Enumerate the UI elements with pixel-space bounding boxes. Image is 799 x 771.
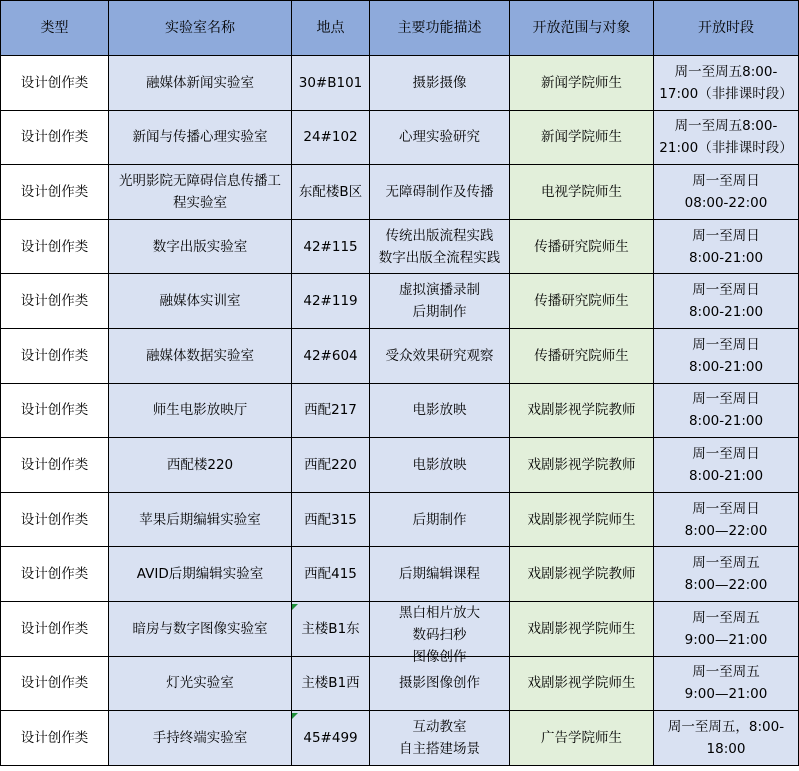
cell-content [111, 345, 289, 367]
cell-function[interactable] [370, 547, 510, 602]
cell-text-line: 8:00—22:00 [684, 577, 768, 594]
cell-text-line: 程实验室 [173, 194, 227, 211]
cell-text-line: 图像创作 [412, 649, 467, 666]
cell-hours[interactable] [654, 110, 799, 165]
cell-content [372, 602, 507, 666]
cell-text-line: 8:00-21:00 [688, 413, 764, 430]
cell-text-line: 18:00 [706, 740, 746, 757]
cell-lab-name[interactable] [109, 56, 292, 111]
cell-type[interactable]: 设计创作类 [1, 711, 109, 766]
cell-type[interactable]: 设计创作类 [1, 56, 109, 111]
cell-text-line: 自主搭建场景 [399, 740, 480, 757]
cell-function[interactable] [370, 219, 510, 274]
cell-location[interactable]: 东配楼B区 [292, 165, 370, 220]
cell-content [111, 290, 289, 312]
header-cell-function[interactable]: 主要功能描述 [370, 1, 510, 56]
cell-scope[interactable]: 戏剧影视学院教师 [510, 547, 654, 602]
cell-scope[interactable]: 电视学院师生 [510, 165, 654, 220]
cell-scope[interactable]: 戏剧影视学院教师 [510, 438, 654, 493]
cell-text-line: 互动教室 [412, 718, 467, 735]
cell-function[interactable] [370, 56, 510, 111]
cell-scope[interactable]: 传播研究院师生 [510, 219, 654, 274]
cell-content [372, 563, 507, 585]
cell-hours[interactable] [654, 438, 799, 493]
cell-text-line: 8:00-21:00 [688, 304, 764, 321]
cell-text-line: 灯光实验室 [166, 675, 234, 692]
cell-content [656, 388, 796, 432]
header-row [1, 1, 799, 56]
cell-hours[interactable] [654, 165, 799, 220]
cell-content [372, 509, 507, 531]
cell-function[interactable] [370, 328, 510, 383]
cell-text-line: 周一至周日 [692, 336, 760, 353]
cell-content [656, 170, 796, 214]
cell-lab-name[interactable] [109, 219, 292, 274]
cell-lab-name[interactable] [109, 274, 292, 329]
cell-function[interactable] [370, 165, 510, 220]
comment-indicator-icon [292, 604, 298, 610]
cell-content [372, 126, 507, 148]
cell-scope[interactable]: 戏剧影视学院师生 [510, 656, 654, 711]
cell-hours[interactable] [654, 383, 799, 438]
cell-text-line: 电影放映 [412, 402, 467, 419]
cell-type[interactable]: 设计创作类 [1, 328, 109, 383]
cell-content [111, 618, 289, 640]
comment-indicator-icon [292, 713, 298, 719]
cell-text-line: 后期编辑课程 [399, 566, 480, 583]
cell-content [372, 181, 507, 203]
cell-text-line: 周一至周五 [692, 664, 760, 681]
cell-content [111, 672, 289, 694]
table-row [1, 711, 799, 766]
cell-content [656, 716, 796, 760]
cell-text-line: 9:00—21:00 [684, 631, 768, 648]
cell-type[interactable]: 设计创作类 [1, 110, 109, 165]
cell-text-line: 电影放映 [412, 456, 467, 473]
cell-text-line: 数字出版实验室 [152, 238, 248, 255]
cell-content [111, 509, 289, 531]
cell-lab-name[interactable] [109, 492, 292, 547]
cell-text-line: AVID后期编辑实验室 [136, 566, 264, 583]
cell-lab-name[interactable] [109, 547, 292, 602]
cell-location[interactable]: 42#604 [292, 328, 370, 383]
header-cell-hours[interactable]: 开放时段 [654, 1, 799, 56]
cell-content [656, 279, 796, 323]
cell-text-line: 苹果后期编辑实验室 [139, 511, 261, 528]
table-row [1, 601, 799, 656]
cell-function[interactable] [370, 601, 510, 666]
header-cell-scope[interactable]: 开放范围与对象 [510, 1, 654, 56]
cell-text-line: 无障碍制作及传播 [385, 183, 494, 200]
cell-scope[interactable]: 传播研究院师生 [510, 274, 654, 329]
cell-text-line: 8:00-21:00 [688, 358, 764, 375]
cell-hours[interactable] [654, 219, 799, 274]
cell-hours[interactable] [654, 328, 799, 383]
cell-content [372, 72, 507, 94]
cell-text-line: 周一至周日 [692, 445, 760, 462]
cell-location[interactable]: 42#119 [292, 274, 370, 329]
cell-content [656, 607, 796, 651]
cell-type[interactable]: 设计创作类 [1, 219, 109, 274]
cell-content [656, 61, 796, 105]
cell-function[interactable] [370, 383, 510, 438]
cell-location[interactable]: 西配415 [292, 547, 370, 602]
table-row [1, 56, 799, 111]
cell-lab-name[interactable] [109, 601, 292, 656]
cell-text-line: 数码扫秒 [412, 627, 467, 644]
cell-content [656, 552, 796, 596]
cell-location[interactable]: 西配217 [292, 383, 370, 438]
cell-text-line: 新闻与传播心理实验室 [132, 129, 268, 146]
cell-text-line: 9:00—21:00 [684, 686, 768, 703]
cell-hours[interactable] [654, 711, 799, 766]
cell-lab-name[interactable] [109, 656, 292, 711]
cell-content [656, 334, 796, 378]
cell-scope[interactable]: 广告学院师生 [510, 711, 654, 766]
cell-lab-name[interactable] [109, 328, 292, 383]
cell-content [111, 236, 289, 258]
cell-type[interactable]: 设计创作类 [1, 383, 109, 438]
cell-text-line: 8:00-21:00 [688, 249, 764, 266]
cell-content [111, 170, 289, 214]
cell-content [372, 399, 507, 421]
cell-content [656, 115, 796, 159]
cell-content [111, 399, 289, 421]
cell-hours[interactable] [654, 547, 799, 602]
cell-location[interactable]: 主楼B1东 [292, 601, 370, 656]
cell-type[interactable]: 设计创作类 [1, 438, 109, 493]
cell-content [372, 225, 507, 269]
cell-content [656, 443, 796, 487]
cell-content [111, 72, 289, 94]
cell-content [656, 498, 796, 542]
cell-hours[interactable] [654, 274, 799, 329]
cell-text-line: 西配楼220 [166, 456, 234, 473]
cell-text-line: 光明影院无障碍信息传播工 [119, 172, 281, 189]
cell-hours[interactable] [654, 56, 799, 111]
cell-location[interactable]: 主楼B1西 [292, 656, 370, 711]
table-row [1, 110, 799, 165]
cell-content [372, 279, 507, 323]
cell-lab-name[interactable] [109, 110, 292, 165]
cell-content [372, 454, 507, 476]
cell-text-line: 后期制作 [412, 511, 467, 528]
cell-text-line: 暗房与数字图像实验室 [132, 620, 268, 637]
cell-content [372, 716, 507, 760]
cell-content [111, 454, 289, 476]
cell-location[interactable]: 西配315 [292, 492, 370, 547]
header-cell-location[interactable]: 地点 [292, 1, 370, 56]
cell-text-line: 8:00-21:00 [688, 467, 764, 484]
cell-lab-name[interactable] [109, 165, 292, 220]
cell-content [111, 563, 289, 585]
header-cell-name[interactable]: 实验室名称 [109, 1, 292, 56]
cell-text-line: 周一至周五 [692, 609, 760, 626]
cell-location[interactable]: 30#B101 [292, 56, 370, 111]
cell-text-line: 数字出版全流程实践 [378, 249, 501, 266]
cell-content [656, 225, 796, 269]
cell-type[interactable]: 设计创作类 [1, 165, 109, 220]
cell-text-line: 周一至周五，8:00- [667, 718, 785, 735]
cell-location[interactable]: 45#499 [292, 711, 370, 766]
table-row [1, 438, 799, 493]
cell-type[interactable]: 设计创作类 [1, 274, 109, 329]
cell-text-line: 后期制作 [412, 304, 467, 321]
cell-text-line: 周一至周日 [692, 227, 760, 244]
cell-content [656, 661, 796, 705]
cell-type[interactable]: 设计创作类 [1, 492, 109, 547]
cell-text-line: 传统出版流程实践 [385, 227, 494, 244]
cell-type[interactable]: 设计创作类 [1, 547, 109, 602]
cell-text-line: 融媒体实训室 [159, 293, 241, 310]
table-row [1, 328, 799, 383]
cell-scope[interactable]: 戏剧影视学院师生 [510, 492, 654, 547]
table-row [1, 219, 799, 274]
cell-text-line: 摄影摄像 [412, 74, 467, 91]
table-row [1, 274, 799, 329]
cell-location[interactable]: 西配220 [292, 438, 370, 493]
cell-function[interactable] [370, 492, 510, 547]
cell-scope[interactable]: 传播研究院师生 [510, 328, 654, 383]
cell-text-line: 摄影图像创作 [399, 675, 480, 692]
cell-text-line: 黑白相片放大 [399, 605, 480, 622]
cell-lab-name[interactable] [109, 711, 292, 766]
cell-text-line: 8:00—22:00 [684, 522, 768, 539]
cell-text-line: 周一至周日 [692, 172, 760, 189]
cell-text-line: 周一至周五 [692, 555, 760, 572]
cell-text-line: 师生电影放映厅 [152, 402, 248, 419]
cell-text-line: 周一至周五8:00- [674, 118, 778, 135]
cell-scope[interactable]: 戏剧影视学院教师 [510, 383, 654, 438]
cell-location[interactable]: 24#102 [292, 110, 370, 165]
cell-lab-name[interactable] [109, 383, 292, 438]
cell-function[interactable] [370, 711, 510, 766]
cell-text-line: 17:00（非排课时段） [659, 85, 793, 102]
header-cell-type[interactable]: 类型 [1, 1, 109, 56]
cell-lab-name[interactable] [109, 438, 292, 493]
cell-hours[interactable] [654, 601, 799, 656]
table-row [1, 547, 799, 602]
cell-text-line: 周一至周日 [692, 391, 760, 408]
cell-content [372, 345, 507, 367]
cell-content [111, 727, 289, 749]
cell-location[interactable]: 42#115 [292, 219, 370, 274]
cell-text-line: 08:00-22:00 [684, 194, 768, 211]
cell-text-line: 受众效果研究观察 [385, 347, 494, 364]
cell-function[interactable] [370, 438, 510, 493]
cell-scope[interactable]: 戏剧影视学院师生 [510, 601, 654, 656]
cell-type[interactable]: 设计创作类 [1, 601, 109, 656]
cell-function[interactable] [370, 274, 510, 329]
cell-hours[interactable] [654, 492, 799, 547]
table-row [1, 492, 799, 547]
cell-type[interactable]: 设计创作类 [1, 656, 109, 711]
cell-text-line: 周一至周日 [692, 500, 760, 517]
cell-function[interactable] [370, 110, 510, 165]
cell-text-line: 融媒体数据实验室 [146, 347, 254, 364]
cell-text-line: 虚拟演播录制 [399, 282, 480, 299]
table-row [1, 165, 799, 220]
cell-hours[interactable] [654, 656, 799, 711]
cell-text-line: 21:00（非排课时段） [659, 140, 793, 157]
cell-content [111, 126, 289, 148]
cell-text-line: 周一至周日 [692, 282, 760, 299]
table-row [1, 383, 799, 438]
cell-scope[interactable]: 新闻学院师生 [510, 110, 654, 165]
cell-content [372, 672, 507, 694]
cell-text-line: 融媒体新闻实验室 [146, 74, 254, 91]
cell-text-line: 周一至周五8:00- [674, 63, 778, 80]
cell-text-line: 手持终端实验室 [152, 729, 248, 746]
cell-scope[interactable]: 新闻学院师生 [510, 56, 654, 111]
cell-text-line: 心理实验研究 [399, 129, 480, 146]
